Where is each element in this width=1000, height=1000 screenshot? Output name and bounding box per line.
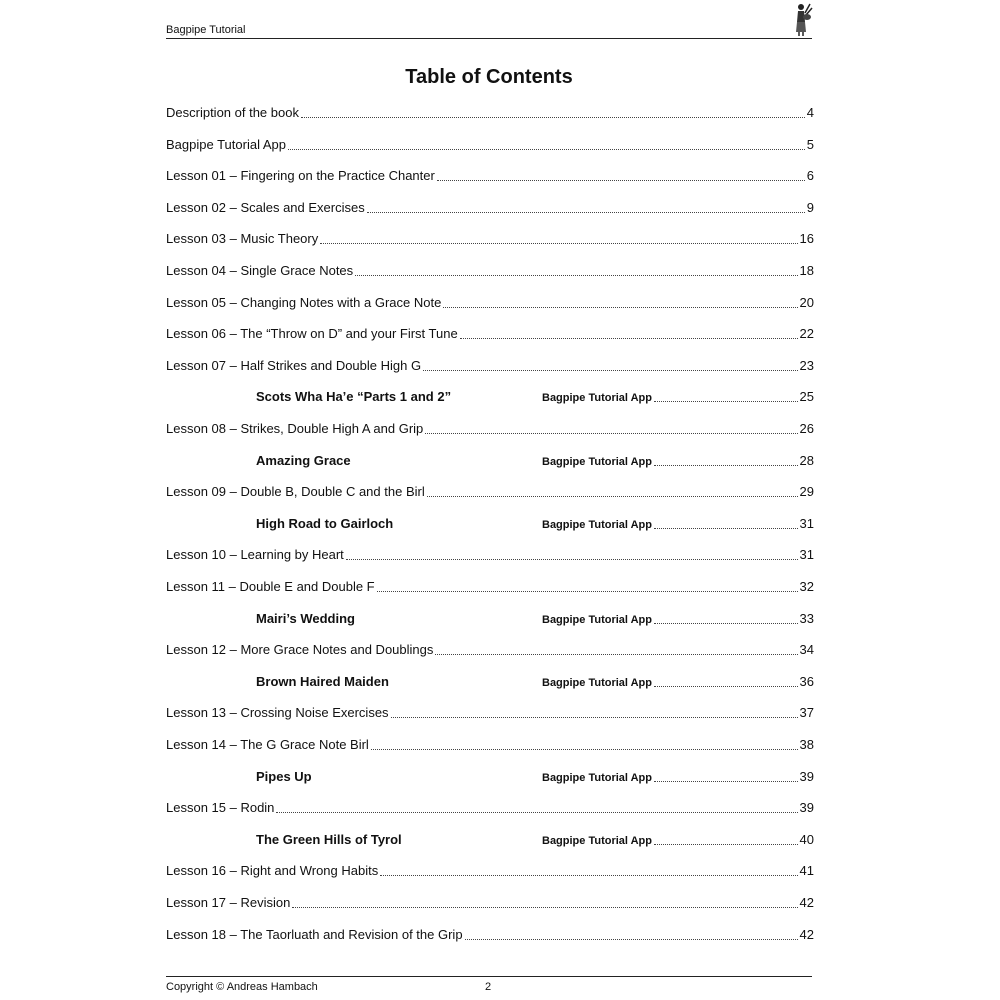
toc-tune-app-ref	[542, 769, 814, 784]
toc-entry-label: Lesson 05 – Changing Notes with a Grace Note	[166, 295, 442, 310]
toc-tune-title: Brown Haired Maiden	[256, 674, 389, 689]
toc-page-number: 9	[806, 200, 814, 215]
toc-dot-leader	[288, 139, 805, 150]
toc-heading: Table of Contents	[405, 66, 573, 88]
toc-lesson-entry[interactable]	[166, 326, 814, 344]
toc-dot-leader	[654, 613, 798, 624]
toc-page-number: 22	[799, 326, 814, 341]
toc-entry-label: Lesson 06 – The “Throw on D” and your First Tune	[166, 326, 458, 341]
toc-tune-title: High Road to Gairloch	[256, 516, 394, 531]
toc-lesson-entry[interactable]	[166, 200, 814, 218]
toc-dot-leader	[423, 360, 797, 371]
toc-lesson-entry[interactable]	[166, 800, 814, 818]
footer-rule	[166, 976, 812, 977]
toc-dot-leader	[435, 644, 797, 655]
toc-page-number: 36	[799, 674, 814, 689]
toc-page-number: 42	[799, 927, 814, 942]
toc-entry-label: Lesson 10 – Learning by Heart	[166, 547, 344, 562]
toc-dot-leader	[465, 929, 798, 940]
toc-page-number: 34	[799, 642, 814, 657]
toc-entry-label: Lesson 18 – The Taorluath and Revision of the Grip	[166, 927, 463, 942]
toc-dot-leader	[377, 581, 798, 592]
toc-page-number: 28	[799, 453, 814, 468]
toc-lesson-entry[interactable]	[166, 168, 814, 186]
toc-lesson-entry[interactable]	[166, 137, 814, 155]
toc-tune-title: Pipes Up	[256, 769, 312, 784]
toc-page-number: 31	[799, 516, 814, 531]
toc-entry-label: Lesson 02 – Scales and Exercises	[166, 200, 365, 215]
toc-entry-label: Lesson 14 – The G Grace Note Birl	[166, 737, 369, 752]
toc-tune-app-ref	[542, 453, 814, 468]
toc-entry-label: Lesson 07 – Half Strikes and Double High G	[166, 358, 422, 373]
toc-lesson-entry[interactable]	[166, 895, 814, 913]
piper-logo-icon	[790, 2, 814, 36]
toc-dot-leader	[367, 202, 805, 213]
toc-page-number: 37	[799, 705, 814, 720]
toc-lesson-entry[interactable]	[166, 263, 814, 281]
toc-tune-title: The Green Hills of Tyrol	[256, 832, 402, 847]
toc-page-number: 38	[799, 737, 814, 752]
toc-lesson-entry[interactable]	[166, 579, 814, 597]
header-title: Bagpipe Tutorial	[166, 24, 246, 36]
toc-tune-app-ref	[542, 832, 814, 847]
toc-page-number: 20	[799, 295, 814, 310]
toc-tune-entry[interactable]	[166, 389, 814, 407]
toc-dot-leader	[654, 834, 798, 845]
toc-tune-title: Scots Wha Ha’e “Parts 1 and 2”	[256, 389, 452, 404]
toc-lesson-entry[interactable]	[166, 484, 814, 502]
toc-dot-leader	[380, 865, 797, 876]
toc-dot-leader	[276, 802, 797, 813]
toc-entry-label: Description of the book	[166, 105, 299, 120]
toc-entry-label: Lesson 08 – Strikes, Double High A and Grip	[166, 421, 424, 436]
toc-app-label: Bagpipe Tutorial App	[542, 772, 652, 784]
toc-dot-leader	[346, 549, 798, 560]
toc-dot-leader	[371, 739, 798, 750]
toc-lesson-entry[interactable]	[166, 927, 814, 945]
toc-app-label: Bagpipe Tutorial App	[542, 835, 652, 847]
toc-page-number: 42	[799, 895, 814, 910]
toc-dot-leader	[443, 297, 797, 308]
toc-tune-app-ref	[542, 516, 814, 531]
toc-page-number: 16	[799, 231, 814, 246]
toc-dot-leader	[654, 676, 798, 687]
toc-dot-leader	[654, 391, 798, 402]
toc-entry-label: Lesson 15 – Rodin	[166, 800, 275, 815]
toc-page-number: 23	[799, 358, 814, 373]
toc-lesson-entry[interactable]	[166, 642, 814, 660]
toc-lesson-entry[interactable]	[166, 421, 814, 439]
toc-lesson-entry[interactable]	[166, 358, 814, 376]
toc-page-number: 32	[799, 579, 814, 594]
toc-dot-leader	[355, 265, 797, 276]
toc-dot-leader	[292, 897, 797, 908]
toc-app-label: Bagpipe Tutorial App	[542, 456, 652, 468]
toc-page-number: 41	[799, 863, 814, 878]
toc-page-number: 39	[799, 800, 814, 815]
toc-entry-label: Lesson 04 – Single Grace Notes	[166, 263, 354, 278]
toc-tune-entry[interactable]	[166, 453, 814, 471]
toc-tune-app-ref	[542, 674, 814, 689]
footer-page-number: 2	[485, 981, 492, 993]
toc-lesson-entry[interactable]	[166, 547, 814, 565]
toc-lesson-entry[interactable]	[166, 105, 814, 123]
toc-dot-leader	[654, 518, 798, 529]
toc-lesson-entry[interactable]	[166, 295, 814, 313]
footer-copyright: Copyright © Andreas Hambach	[166, 981, 318, 993]
toc-page-number: 31	[799, 547, 814, 562]
toc-tune-entry[interactable]	[166, 769, 814, 787]
toc-page-number: 39	[799, 769, 814, 784]
toc-page-number: 33	[799, 611, 814, 626]
toc-lesson-entry[interactable]	[166, 737, 814, 755]
toc-entry-label: Lesson 01 – Fingering on the Practice Chanter	[166, 168, 435, 183]
toc-dot-leader	[320, 233, 797, 244]
toc-tune-title: Amazing Grace	[256, 453, 351, 468]
toc-dot-leader	[425, 423, 797, 434]
toc-tune-app-ref	[542, 389, 814, 404]
toc-app-label: Bagpipe Tutorial App	[542, 614, 652, 626]
toc-lesson-entry[interactable]	[166, 705, 814, 723]
toc-app-label: Bagpipe Tutorial App	[542, 519, 652, 531]
toc-page-number: 5	[806, 137, 814, 152]
toc-lesson-entry[interactable]	[166, 231, 814, 249]
toc-page-number: 6	[806, 168, 814, 183]
toc-entry-label: Lesson 13 – Crossing Noise Exercises	[166, 705, 389, 720]
toc-dot-leader	[460, 328, 798, 339]
toc-dot-leader	[427, 486, 798, 497]
toc-tune-title: Mairi’s Wedding	[256, 611, 355, 626]
toc-page-number: 40	[799, 832, 814, 847]
toc-dot-leader	[437, 170, 805, 181]
toc-entry-label: Bagpipe Tutorial App	[166, 137, 286, 152]
toc-app-label: Bagpipe Tutorial App	[542, 392, 652, 404]
header-rule	[166, 38, 812, 39]
toc-dot-leader	[391, 707, 798, 718]
toc-page-number: 25	[799, 389, 814, 404]
toc-tune-app-ref	[542, 611, 814, 626]
toc-entry-label: Lesson 11 – Double E and Double F	[166, 579, 375, 594]
toc-entry-label: Lesson 12 – More Grace Notes and Doublings	[166, 642, 434, 657]
toc-app-label: Bagpipe Tutorial App	[542, 677, 652, 689]
toc-dot-leader	[301, 107, 805, 118]
toc-page-number: 18	[799, 263, 814, 278]
toc-page-number: 29	[799, 484, 814, 499]
toc-dot-leader	[654, 771, 798, 782]
toc-entry-label: Lesson 03 – Music Theory	[166, 231, 319, 246]
toc-tune-entry[interactable]	[166, 674, 814, 692]
toc-tune-entry[interactable]	[166, 832, 814, 850]
toc-entry-label: Lesson 16 – Right and Wrong Habits	[166, 863, 379, 878]
toc-page-number: 4	[806, 105, 814, 120]
toc-dot-leader	[654, 455, 798, 466]
toc-entry-label: Lesson 17 – Revision	[166, 895, 291, 910]
toc-tune-entry[interactable]	[166, 516, 814, 534]
toc-page-number: 26	[799, 421, 814, 436]
toc-tune-entry[interactable]	[166, 611, 814, 629]
toc-entry-label: Lesson 09 – Double B, Double C and the Birl	[166, 484, 425, 499]
toc-lesson-entry[interactable]	[166, 863, 814, 881]
